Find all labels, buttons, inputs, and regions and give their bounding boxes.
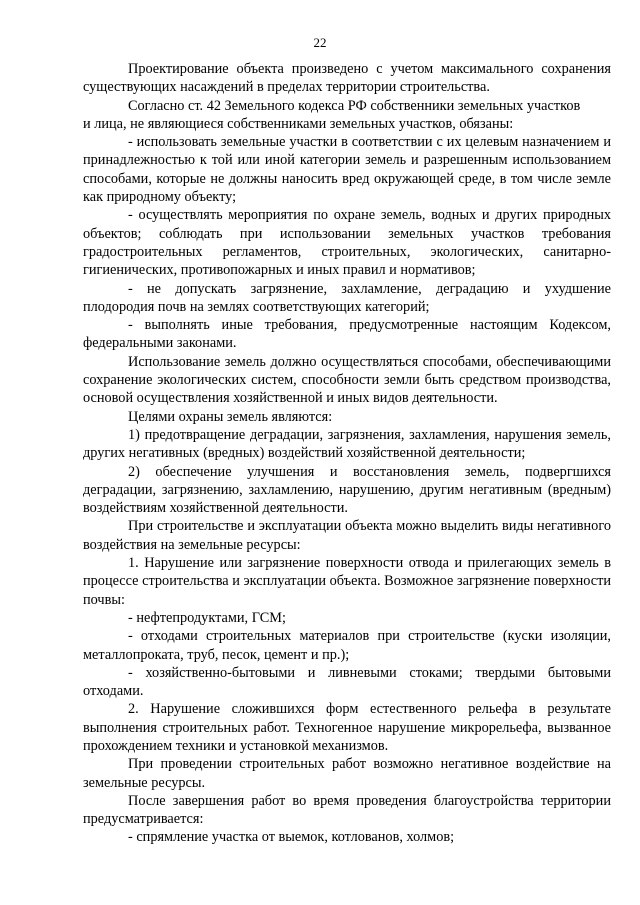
list-item: - нефтепродуктами, ГСМ; bbox=[128, 609, 286, 626]
paragraph: Целями охраны земель являются: bbox=[128, 408, 333, 425]
list-item: 2) обеспечение улучшения и восстановления земель, подвергшихся деградации, загрязнению, захламлению, нарушению, другим негативным (вредным) воздействиям хозяйственной деятельности. bbox=[83, 463, 611, 517]
paragraph: При строительстве и эксплуатации объекта можно выделить виды негативного воздействия на земельные ресурсы: bbox=[83, 518, 611, 553]
list-item: - отходами строительных материалов при строительстве (куски изоляции, металлопроката, труб, песок, цемент и пр.); bbox=[83, 628, 611, 663]
list-item: 1) предотвращение деградации, загрязнения, захламления, нарушения земель, других негативных (вредных) воздействий хозяйственной деятельности; bbox=[83, 426, 611, 462]
paragraph: Согласно ст. 42 Земельного кодекса РФ собственники земельных участков bbox=[128, 97, 581, 114]
document-body bbox=[83, 60, 611, 847]
list-item: - использовать земельные участки в соответствии с их целевым назначением и принадлежностью к той или иной категории земель и разрешенным использованием способами, которые не должны наносить вред окружающей среде, в том числе земле как природному объекту; bbox=[83, 134, 611, 206]
list-item: - не допускать загрязнение, захламление, деградацию и ухудшение плодородия почв на землях соответствующих категорий; bbox=[83, 280, 611, 315]
list-item: 2. Нарушение сложившихся форм естественного рельефа в результате выполнения строительных работ. Техногенное нарушение микрорельефа, вызванное прохождением техники и установкой механизмов. bbox=[83, 701, 611, 754]
list-item: - хозяйственно-бытовыми и ливневыми стоками; твердыми бытовыми отходами. bbox=[83, 664, 611, 700]
paragraph: При проведении строительных работ возможно негативное воздействие на земельные ресурсы. bbox=[83, 756, 611, 791]
paragraph: Использование земель должно осуществляться способами, обеспечивающими сохранение экологических систем, способности земли быть средством производства, основой осуществления хозяйственной и иных видов деятельности. bbox=[83, 353, 611, 407]
list-item: - спрямление участка от выемок, котлованов, холмов; bbox=[128, 829, 455, 846]
list-item: - осуществлять мероприятия по охране земель, водных и других природных объектов; соблюдать при использовании земельных участков требования градостроительных регламентов, строительных, экологических, санитарно-гигиенических, противопожарных и иных правил и нормативов; bbox=[83, 207, 611, 279]
paragraph: и лица, не являющиеся собственниками земельных участков, обязаны: bbox=[83, 115, 514, 132]
page-number: 22 bbox=[313, 35, 327, 50]
list-item: 1. Нарушение или загрязнение поверхности отвода и прилегающих земель в процессе строительства и эксплуатации объекта. Возможное загрязнение поверхности почвы: bbox=[83, 555, 611, 608]
paragraph: Проектирование объекта произведено с учетом максимального сохранения существующих насаждений в пределах территории строительства. bbox=[83, 61, 611, 96]
list-item: - выполнять иные требования, предусмотренные настоящим Кодексом, федеральными законами. bbox=[83, 317, 611, 352]
paragraph: После завершения работ во время проведения благоустройства территории предусматривается: bbox=[83, 792, 611, 828]
